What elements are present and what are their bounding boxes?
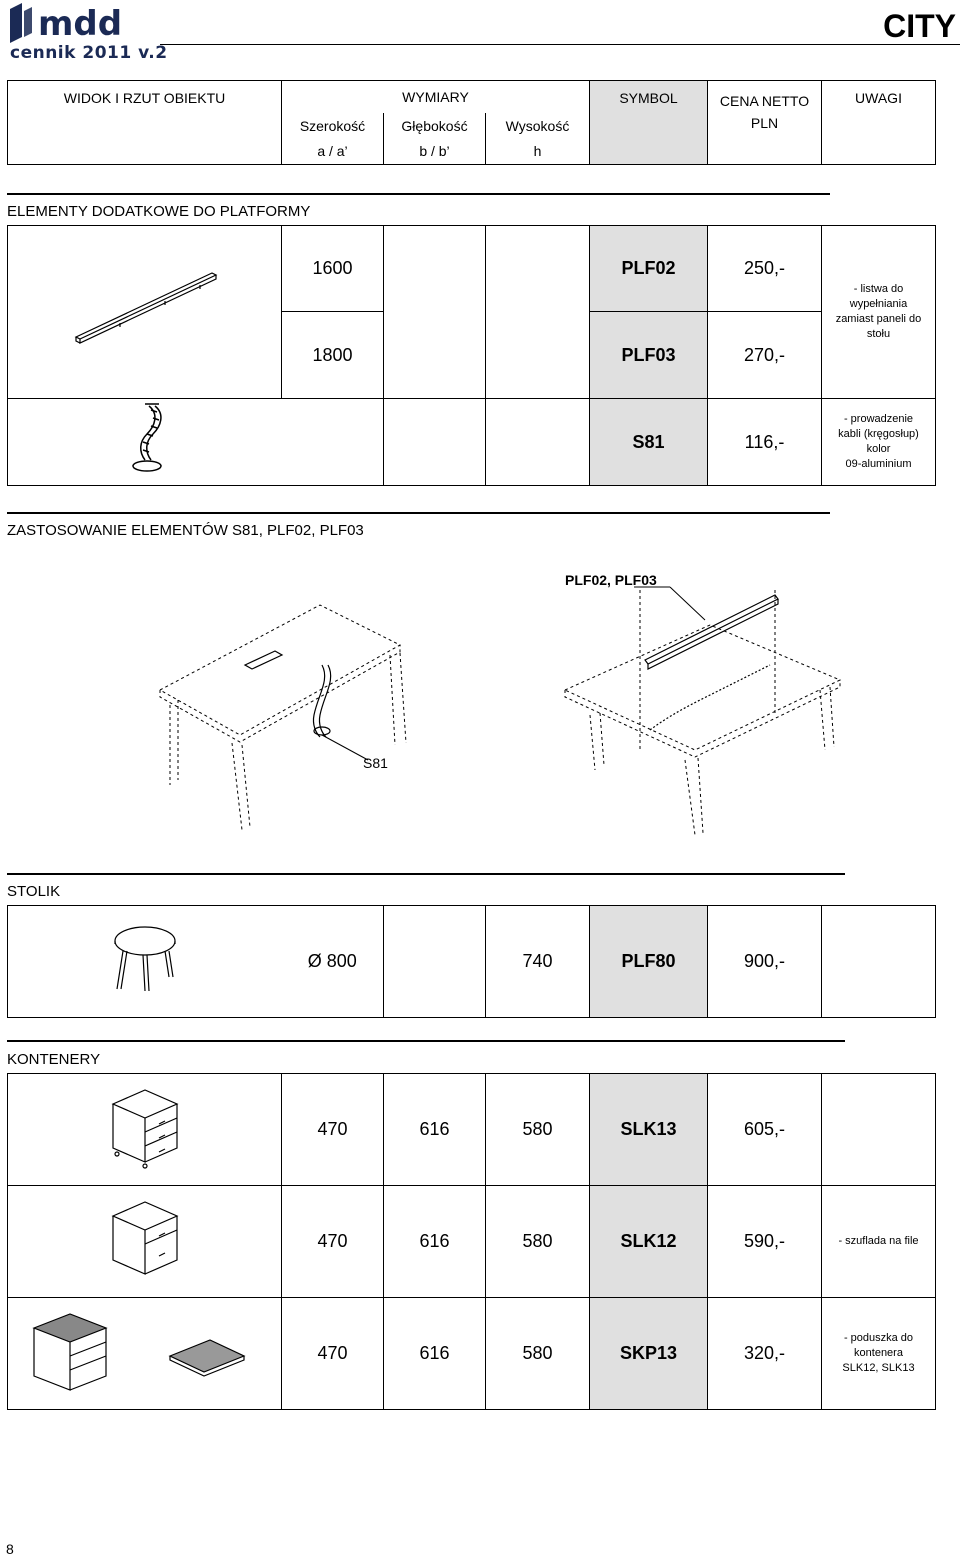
container-price-cell: 320,-: [708, 1298, 822, 1410]
symbol-column-header: SYMBOL: [590, 81, 708, 165]
empty-cell: [384, 399, 486, 486]
container-symbol-cell: SKP13: [590, 1298, 708, 1410]
table-product-table: [7, 905, 936, 1018]
dimensions-column-header: WYMIARY: [282, 81, 590, 113]
section-title-platform: ELEMENTY DODATKOWE DO PLATFORMY: [7, 203, 311, 220]
container-depth-cell: 616: [384, 1074, 486, 1186]
section-title-containers: KONTENERY: [7, 1051, 101, 1068]
container-width-cell: 470: [282, 1186, 384, 1298]
container-height-cell: 580: [486, 1186, 590, 1298]
platform-price-cell: 250,-: [708, 226, 822, 312]
empty-cell: [384, 906, 486, 1018]
empty-cell: [486, 226, 590, 399]
empty-cell: [486, 399, 590, 486]
depth-header: Głębokość: [384, 113, 486, 139]
container-note-cell: - szuflada na file: [822, 1186, 936, 1298]
platform-width-cell: 1600: [282, 226, 384, 312]
platform-symbol-cell: PLF03: [590, 312, 708, 399]
container-depth-cell: 616: [384, 1298, 486, 1410]
round-table-illustration: [105, 919, 185, 999]
empty-cell: [822, 906, 936, 1018]
containers-table: [7, 1073, 936, 1410]
round-table-image-cell: [8, 906, 282, 1018]
table-diameter-cell: Ø 800: [282, 906, 384, 1018]
container-note-cell: - poduszka do kontenera SLK12, SLK13: [822, 1298, 936, 1410]
rail-illustration: [70, 265, 220, 355]
header-rule: [160, 44, 960, 45]
table-height-cell: 740: [486, 906, 590, 1018]
container-price-cell: 590,-: [708, 1186, 822, 1298]
spine-callout-label: S81: [363, 755, 388, 771]
platform-note-cell: - listwa do wypełniania zamiast paneli do stołu: [822, 226, 936, 399]
drawer-container-file-illustration: [105, 1196, 185, 1282]
usage-illustration: [150, 565, 850, 845]
table-symbol-cell: PLF80: [590, 906, 708, 1018]
rail-image-cell: [8, 226, 282, 399]
height-subheader: h: [486, 139, 590, 165]
price-column-header: CENA NETTO PLN: [708, 81, 822, 165]
platform-width-cell: 1800: [282, 312, 384, 399]
cable-spine-illustration: [115, 400, 175, 480]
width-subheader: a / a’: [282, 139, 384, 165]
empty-cell: [384, 226, 486, 399]
platform-table: [7, 225, 936, 486]
table-price-cell: 900,-: [708, 906, 822, 1018]
container-symbol-cell: SLK13: [590, 1074, 708, 1186]
container-depth-cell: 616: [384, 1186, 486, 1298]
container-height-cell: 580: [486, 1074, 590, 1186]
notes-column-header: UWAGI: [822, 81, 936, 165]
rail-callout-label: PLF02, PLF03: [565, 572, 657, 588]
height-header: Wysokość: [486, 113, 590, 139]
price-list-version: cennik 2011 v.2: [10, 43, 168, 63]
mdd-logo: [8, 3, 148, 45]
container-symbol-cell: SLK12: [590, 1186, 708, 1298]
container-width-cell: 470: [282, 1074, 384, 1186]
depth-subheader: b / b’: [384, 139, 486, 165]
container-width-cell: 470: [282, 1298, 384, 1410]
container-height-cell: 580: [486, 1298, 590, 1410]
container-image-cell: [8, 1186, 282, 1298]
section-rule: [7, 193, 830, 195]
container-image-cell: [8, 1074, 282, 1186]
page-number: 8: [6, 1541, 14, 1557]
container-note-cell: [822, 1074, 936, 1186]
section-rule: [7, 1040, 845, 1042]
width-header: Szerokość: [282, 113, 384, 139]
drawer-container-3-illustration: [105, 1084, 185, 1170]
column-header-table: [7, 80, 936, 165]
container-price-cell: 605,-: [708, 1074, 822, 1186]
spine-symbol-cell: S81: [590, 399, 708, 486]
spine-price-cell: 116,-: [708, 399, 822, 486]
spine-note-cell: - prowadzenie kabli (kręgosłup) kolor 09-aluminium: [822, 399, 936, 486]
series-title: CITY: [883, 8, 956, 44]
section-title-table: STOLIK: [7, 883, 61, 900]
cushion-illustration: [30, 1306, 260, 1396]
svg-text:mdd: mdd: [38, 4, 123, 44]
section-title-usage: ZASTOSOWANIE ELEMENTÓW S81, PLF02, PLF03: [7, 522, 364, 539]
empty-cell: [282, 399, 384, 486]
container-image-cell: [8, 1298, 282, 1410]
platform-symbol-cell: PLF02: [590, 226, 708, 312]
spine-image-cell: [8, 399, 282, 486]
section-rule: [7, 512, 830, 514]
view-column-header: WIDOK I RZUT OBIEKTU: [8, 81, 282, 165]
platform-price-cell: 270,-: [708, 312, 822, 399]
section-rule: [7, 873, 845, 875]
